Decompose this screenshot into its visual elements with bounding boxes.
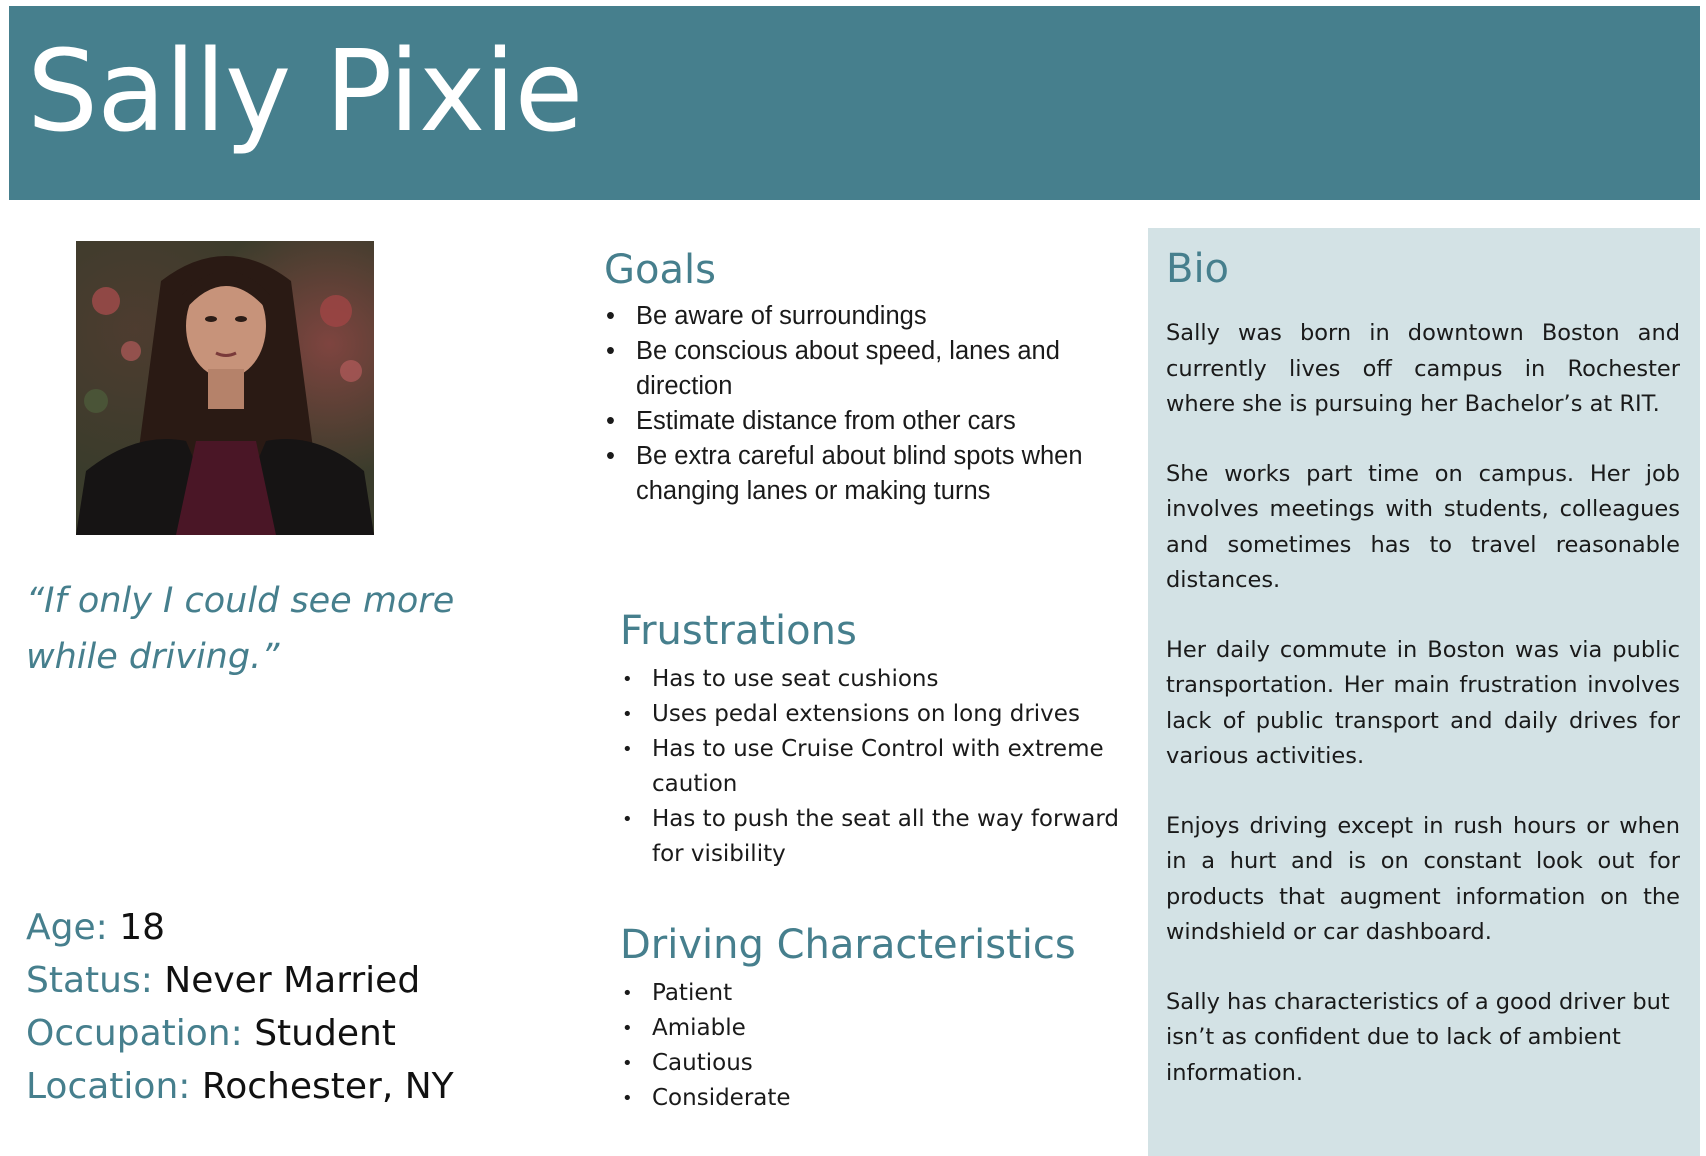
fact-value: Never Married	[164, 960, 421, 1001]
list-item: • Amiable	[620, 1011, 1140, 1046]
fact-occupation	[26, 1007, 454, 1060]
fact-label: Occupation:	[26, 1013, 243, 1054]
frustrations-title: Frustrations	[620, 608, 857, 654]
list-item: • Has to use seat cushions	[620, 662, 1140, 697]
list-item: • Has to use Cruise Control with extreme caution	[620, 732, 1140, 802]
bio-title: Bio	[1166, 246, 1230, 292]
list-item: • Has to push the seat all the way forward for visibility	[620, 802, 1140, 872]
frustrations-section	[620, 606, 1140, 872]
fact-age	[26, 901, 454, 954]
list-item: • Uses pedal extensions on long drives	[620, 697, 1140, 732]
list-item: • Be aware of surroundings	[604, 299, 1124, 334]
bio-paragraph: Sally has characteristics of a good driver but isn’t as confident due to lack of ambient information.	[1166, 988, 1670, 1086]
driving-characteristics-title: Driving Characteristics	[620, 922, 1076, 968]
goals-list	[604, 299, 1124, 509]
fact-label: Status:	[26, 960, 153, 1001]
persona-name: Sally Pixie	[27, 27, 583, 157]
fact-value: Rochester, NY	[201, 1066, 454, 1107]
persona-facts	[26, 901, 454, 1113]
bio-paragraph: Sally was born in downtown Boston and currently lives off campus in Rochester where she is pursuing her Bachelor’s at RIT.	[1166, 320, 1680, 417]
fact-value: 18	[119, 907, 166, 948]
bio-paragraph: She works part time on campus. Her job involves meetings with students, colleagues and sometimes has to travel reasonable distances.	[1166, 460, 1680, 593]
bio-paragraph: Her daily commute in Boston was via public transportation. Her main frustration involves lack of public transport and daily drives for various activities.	[1166, 636, 1680, 769]
fact-value: Student	[254, 1013, 396, 1054]
list-item: • Estimate distance from other cars	[604, 404, 1124, 439]
fact-location	[26, 1060, 454, 1113]
goals-title: Goals	[604, 247, 716, 293]
fact-label: Location:	[26, 1066, 191, 1107]
fact-status	[26, 954, 454, 1007]
list-item: • Be extra careful about blind spots when changing lanes or making turns	[604, 439, 1124, 509]
bio-panel	[1148, 228, 1700, 1156]
goals-section	[604, 245, 1124, 509]
list-item: • Be conscious about speed, lanes and direction	[604, 334, 1124, 404]
list-item: • Considerate	[620, 1081, 1140, 1116]
persona-quote: “If only I could see more while driving.”	[26, 581, 455, 677]
driving-characteristics-list	[620, 976, 1140, 1116]
bio-paragraph: Enjoys driving except in rush hours or when in a hurt and is on constant look out for products that augment information on the windshield or car dashboard.	[1166, 812, 1680, 945]
fact-label: Age:	[26, 907, 108, 948]
header-banner	[9, 6, 1700, 200]
frustrations-list	[620, 662, 1140, 872]
persona-photo	[76, 241, 374, 535]
list-item: • Cautious	[620, 1046, 1140, 1081]
list-item: • Patient	[620, 976, 1140, 1011]
driving-characteristics-section	[620, 920, 1140, 1116]
